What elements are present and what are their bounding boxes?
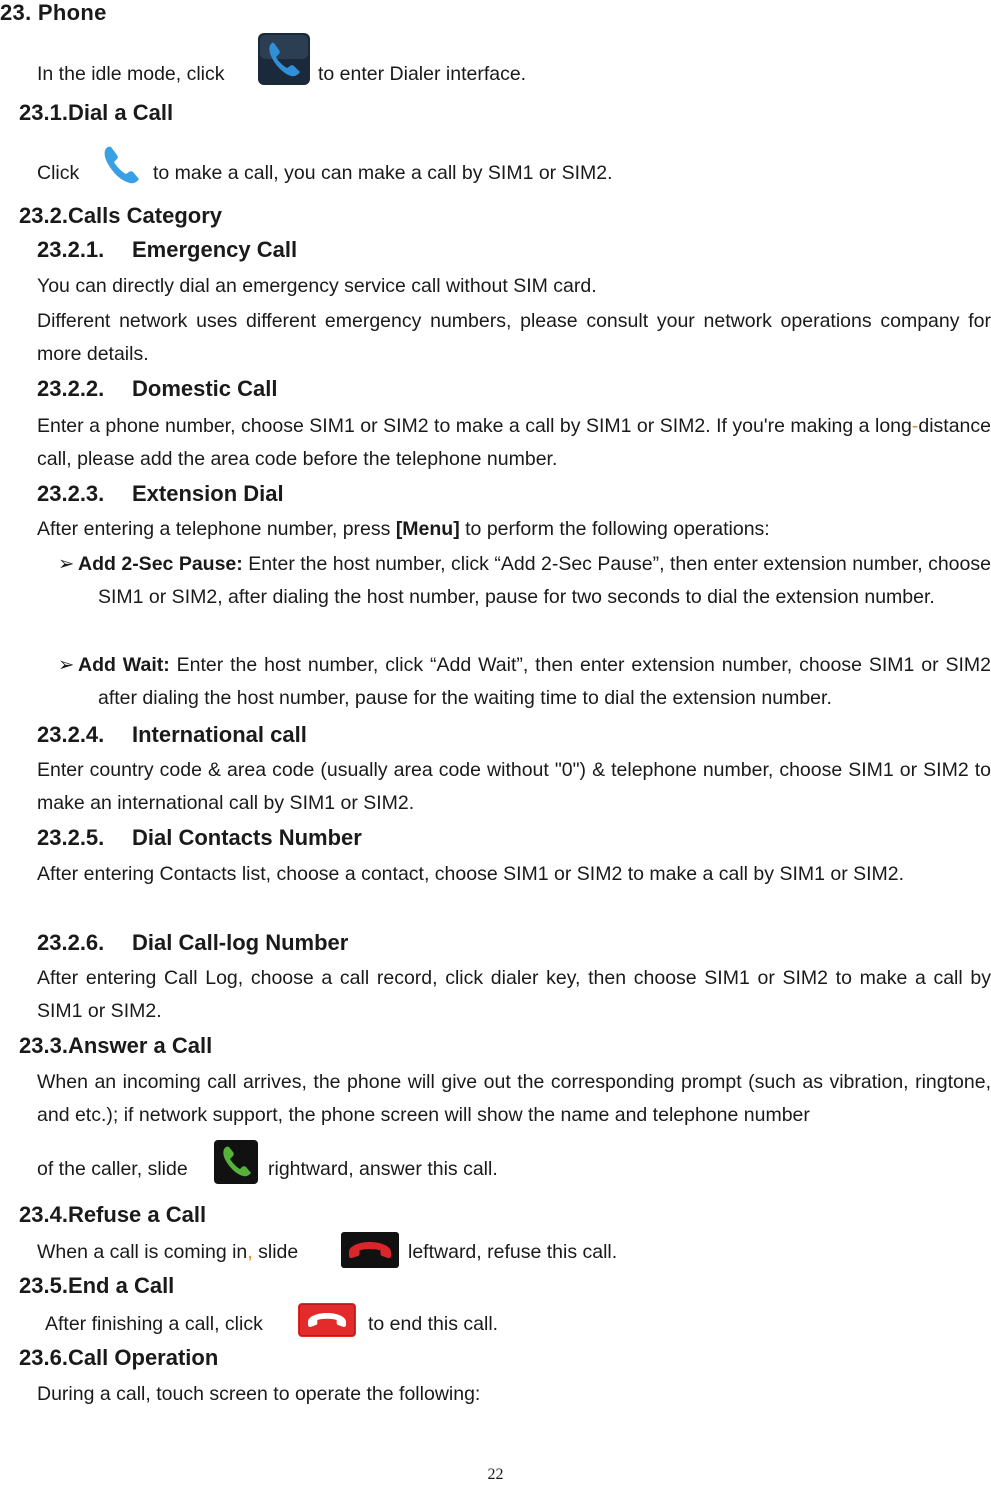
calllog-number: 23.2.6. xyxy=(37,930,105,955)
end-call-icon xyxy=(298,1303,356,1337)
extension-intro xyxy=(37,513,991,546)
extension-number: 23.2.3. xyxy=(37,481,105,506)
calllog-p1: After entering Call Log, choose a call record, click dialer key, then choose SIM1 or SIM2 to make a call by SIM1 or SIM2. xyxy=(37,967,991,1022)
end-title: End a Call xyxy=(67,1273,175,1298)
refuse-title: Refuse a Call xyxy=(67,1202,207,1227)
operation-heading xyxy=(19,1345,218,1371)
refuse-number: 23.4. xyxy=(19,1202,68,1227)
answer-p2-after: rightward, answer this call. xyxy=(268,1158,498,1180)
emergency-p1: You can directly dial an emergency service call without SIM card. xyxy=(37,275,597,297)
domestic-heading xyxy=(37,376,278,402)
bullet-add-wait-text: Enter the host number, click “Add Wait”, then enter extension number, choose SIM1 or SIM2 after dialing the host number, pause for the waiting time to dial the extension number. xyxy=(98,654,991,709)
contacts-title: Dial Contacts Number xyxy=(132,825,362,850)
categories-heading xyxy=(19,203,222,229)
extension-intro-b: to perform the following operations: xyxy=(459,518,770,540)
section-title: Phone xyxy=(37,0,107,25)
domestic-p1-dash: - xyxy=(911,415,919,437)
bullet-arrow-icon: ➢ xyxy=(58,553,75,575)
domestic-p1 xyxy=(37,410,991,476)
calllog-title: Dial Call-log Number xyxy=(132,930,349,955)
contacts-number: 23.2.5. xyxy=(37,825,105,850)
international-heading xyxy=(37,722,307,748)
operation-title: Call Operation xyxy=(67,1345,219,1370)
answer-p1: When an incoming call arrives, the phone will give out the corresponding prompt (such as vibration, ringtone, and etc.); if network support, the phone screen will show the name and telephone number xyxy=(37,1071,991,1126)
refuse-comma: , xyxy=(247,1241,253,1263)
domestic-p1-b: distance call, please add the area code before the telephone number. xyxy=(37,415,991,470)
contacts-heading xyxy=(37,825,362,851)
intro-text xyxy=(37,58,225,91)
operation-number: 23.6. xyxy=(19,1345,68,1370)
end-text-after: to end this call. xyxy=(368,1313,499,1335)
intro-before: In the idle mode, click xyxy=(37,63,225,85)
domestic-title: Domestic Call xyxy=(132,376,278,401)
dial-number: 23.1. xyxy=(19,100,68,125)
domestic-number: 23.2.2. xyxy=(37,376,105,401)
dial-heading xyxy=(19,100,173,126)
bullet-add-wait xyxy=(58,649,991,715)
dial-text-after: to make a call, you can make a call by SIM1 or SIM2. xyxy=(153,162,613,184)
refuse-text-a: When a call is coming in xyxy=(37,1241,248,1263)
page-number: 22 xyxy=(487,1466,504,1483)
refuse-text xyxy=(37,1236,298,1269)
answer-number: 23.3. xyxy=(19,1033,68,1058)
bullet-arrow-icon: ➢ xyxy=(58,654,75,676)
menu-key-label: [Menu] xyxy=(395,518,460,540)
answer-handset-icon xyxy=(214,1140,258,1184)
contacts-p1: After entering Contacts list, choose a contact, choose SIM1 or SIM2 to make a call by SIM1 or SIM2. xyxy=(37,863,905,885)
extension-intro-a: After entering a telephone number, press xyxy=(37,518,396,540)
calllog-heading xyxy=(37,930,349,956)
international-number: 23.2.4. xyxy=(37,722,105,747)
section-number: 23. xyxy=(0,0,32,25)
emergency-number: 23.2.1. xyxy=(37,237,105,262)
emergency-heading xyxy=(37,237,298,263)
emergency-p2: Different network uses different emergency numbers, please consult your network operations company for more details. xyxy=(37,310,991,365)
call-handset-icon xyxy=(98,142,144,188)
bullet-add-wait-label: Add Wait: xyxy=(78,654,170,676)
domestic-p1-a: Enter a phone number, choose SIM1 or SIM2 to make a call by SIM1 or SIM2. If you're making a long xyxy=(37,415,912,437)
refuse-text-b: slide xyxy=(252,1241,299,1263)
refuse-heading xyxy=(19,1202,206,1228)
answer-p2-before: of the caller, slide xyxy=(37,1158,188,1180)
refuse-handset-icon xyxy=(341,1232,399,1268)
operation-p1: During a call, touch screen to operate the following: xyxy=(37,1383,481,1405)
extension-title: Extension Dial xyxy=(132,481,284,506)
section-heading xyxy=(0,0,107,26)
international-title: International call xyxy=(132,722,307,747)
intro-after: to enter Dialer interface. xyxy=(318,63,527,85)
end-heading xyxy=(19,1273,174,1299)
categories-number: 23.2. xyxy=(19,203,68,228)
refuse-text-after: leftward, refuse this call. xyxy=(408,1241,618,1263)
international-p1: Enter country code & area code (usually area code without "0") & telephone number, choose SIM1 or SIM2 to make an international call by SIM1 or SIM2. xyxy=(37,759,991,814)
dial-title: Dial a Call xyxy=(67,100,174,125)
extension-heading xyxy=(37,481,284,507)
answer-heading xyxy=(19,1033,212,1059)
answer-title: Answer a Call xyxy=(67,1033,213,1058)
end-number: 23.5. xyxy=(19,1273,68,1298)
bullet-add-pause xyxy=(58,548,991,614)
bullet-add-pause-text: Enter the host number, click “Add 2-Sec Pause”, then enter extension number, choose SIM1 or SIM2, after dialing the host number, pause for two seconds to dial the extension number. xyxy=(98,553,991,608)
dialer-app-icon xyxy=(258,33,310,85)
dial-text-before: Click xyxy=(37,162,80,184)
bullet-add-pause-label: Add 2-Sec Pause: xyxy=(78,553,243,575)
categories-title: Calls Category xyxy=(67,203,222,228)
emergency-title: Emergency Call xyxy=(132,237,298,262)
end-text-before: After finishing a call, click xyxy=(45,1313,263,1335)
